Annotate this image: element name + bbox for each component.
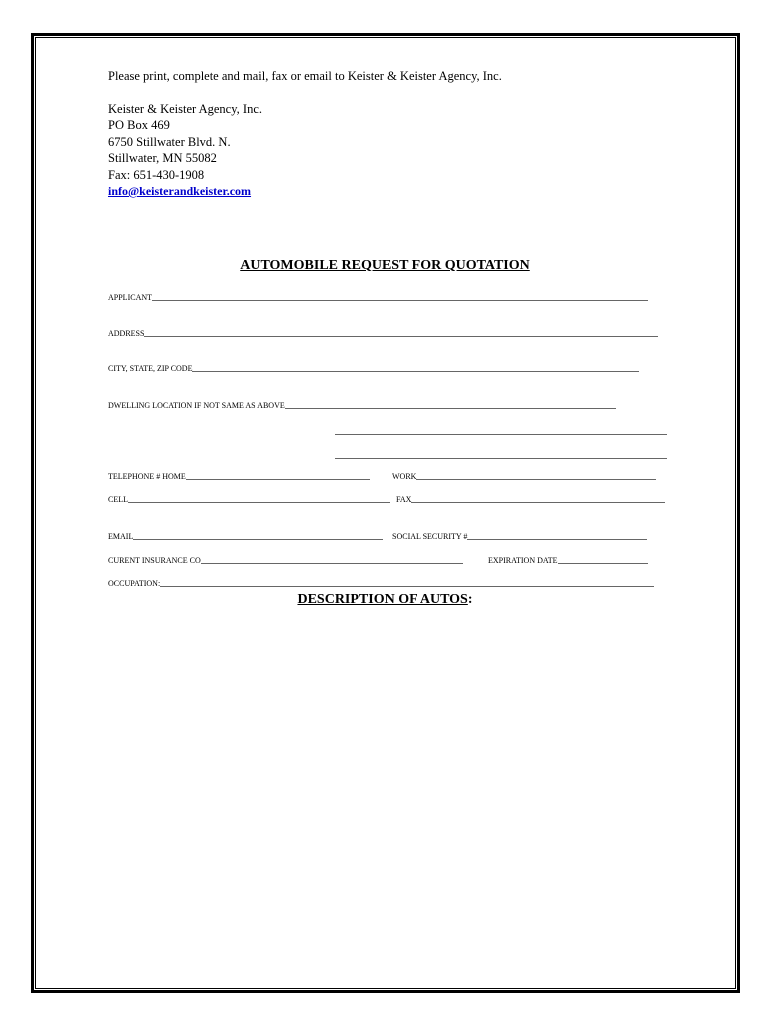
applicant-label: APPLICANT <box>108 293 153 302</box>
fax-field[interactable] <box>396 495 665 504</box>
dwelling-line-3[interactable] <box>335 458 667 459</box>
address-line[interactable] <box>144 335 658 337</box>
cell-field[interactable] <box>108 495 390 504</box>
expiration-line[interactable] <box>558 562 648 564</box>
work-line[interactable] <box>416 478 656 480</box>
form-title: AUTOMOBILE REQUEST FOR QUOTATION <box>240 258 530 273</box>
city-state-zip-field[interactable] <box>108 364 639 373</box>
telephone-home-field[interactable] <box>108 472 370 481</box>
agency-address-block <box>108 101 262 199</box>
applicant-field[interactable] <box>108 293 648 302</box>
occupation-label: OCCUPATION: <box>108 579 161 588</box>
cell-line[interactable] <box>128 501 390 503</box>
dwelling-line-1[interactable] <box>285 407 616 409</box>
email-line[interactable] <box>133 538 383 540</box>
ssn-line[interactable] <box>467 538 647 540</box>
section-title-suffix: : <box>467 592 473 607</box>
description-of-autos-heading <box>0 592 770 608</box>
dwelling-line-2[interactable] <box>335 434 667 435</box>
expiration-label: EXPIRATION DATE <box>488 556 558 565</box>
occupation-line[interactable] <box>160 585 654 587</box>
section-title: DESCRIPTION OF AUTOS <box>297 592 468 607</box>
agency-street: 6750 Stillwater Blvd. N. <box>108 134 231 149</box>
current-insurance-label: CURENT INSURANCE CO <box>108 556 201 565</box>
address-field[interactable] <box>108 329 658 338</box>
cell-label: CELL <box>108 495 128 504</box>
fax-label: FAX <box>396 495 412 504</box>
intro-text: Please print, complete and mail, fax or email to Keister & Keister Agency, Inc. <box>108 69 502 83</box>
address-label: ADDRESS <box>108 329 145 338</box>
telephone-home-label: TELEPHONE # HOME <box>108 472 186 481</box>
agency-email-link[interactable]: info@keisterandkeister.com <box>108 184 252 199</box>
agency-city: Stillwater, MN 55082 <box>108 151 217 166</box>
work-field[interactable] <box>392 472 656 481</box>
ssn-label: SOCIAL SECURITY # <box>392 532 468 541</box>
expiration-field[interactable] <box>488 556 648 565</box>
city-state-zip-line[interactable] <box>192 370 639 372</box>
agency-name: Keister & Keister Agency, Inc. <box>108 102 262 116</box>
work-label: WORK <box>392 472 417 481</box>
current-insurance-line[interactable] <box>201 562 463 564</box>
telephone-home-line[interactable] <box>186 478 370 480</box>
email-label: EMAIL <box>108 532 134 541</box>
email-field[interactable] <box>108 532 383 541</box>
occupation-field[interactable] <box>108 579 654 588</box>
fax-line[interactable] <box>411 501 665 503</box>
agency-po-box: PO Box 469 <box>108 118 170 133</box>
dwelling-field[interactable] <box>108 401 616 410</box>
dwelling-label: DWELLING LOCATION IF NOT SAME AS ABOVE <box>108 401 285 410</box>
ssn-field[interactable] <box>392 532 647 541</box>
agency-fax: Fax: 651-430-1908 <box>108 167 205 182</box>
applicant-line[interactable] <box>152 299 648 301</box>
current-insurance-field[interactable] <box>108 556 463 565</box>
city-state-zip-label: CITY, STATE, ZIP CODE <box>108 364 193 373</box>
